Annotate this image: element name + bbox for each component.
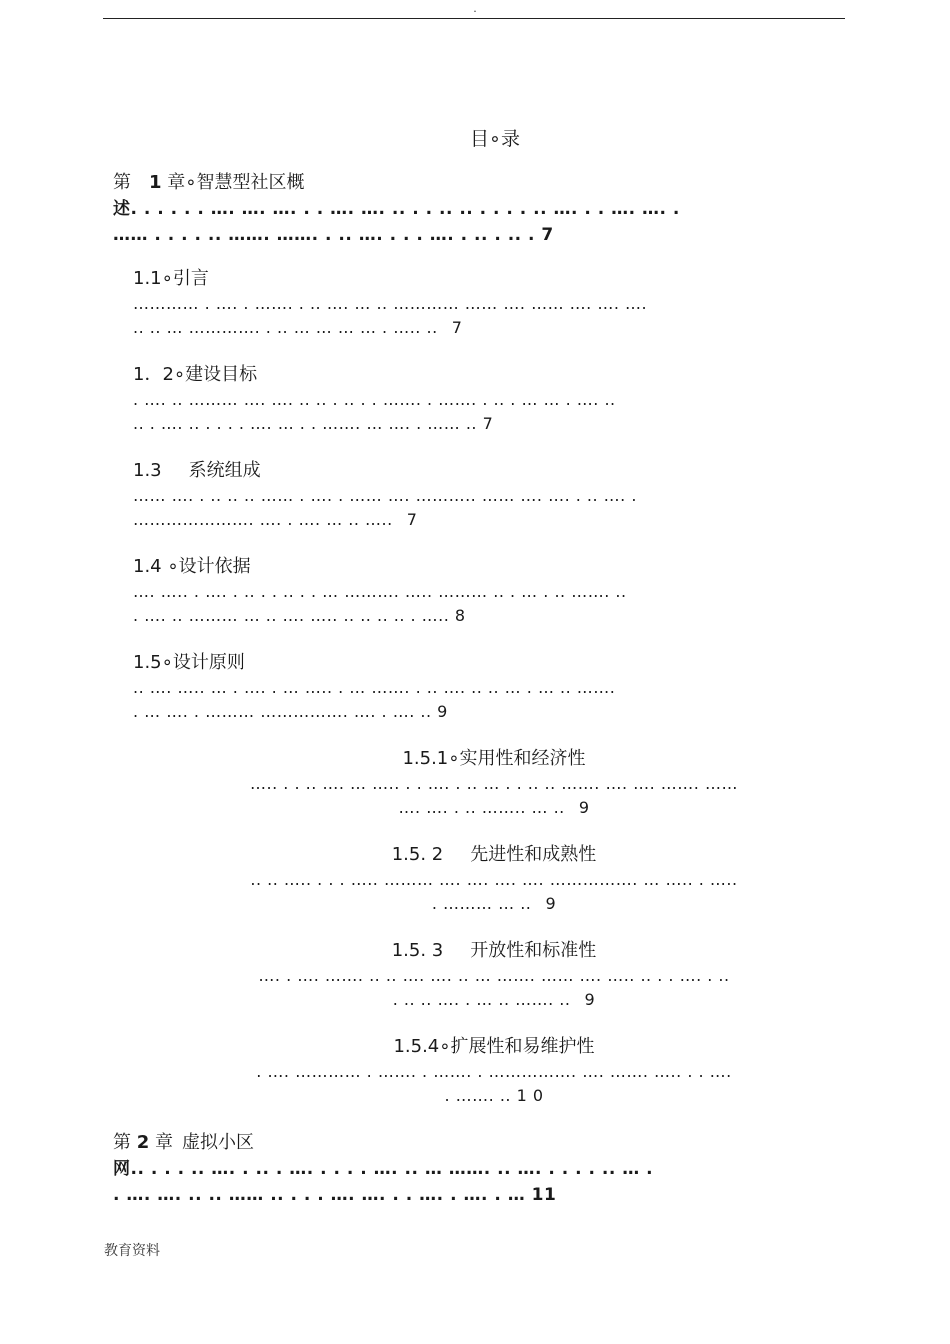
- section-1-5-1-leader-line-2: …. …. . .. …….. … .. 9: [398, 798, 590, 817]
- section-1-2-title: 1．2∘建设目标: [133, 364, 258, 385]
- chapter-1-title: 第 1 章∘智慧型社区概: [113, 172, 305, 193]
- section-1-1-leader-line-2: .. .. … …………. . .. … … … … . ….. .. 7: [133, 318, 463, 337]
- toc-entry-1-5-1[interactable]: [143, 746, 845, 820]
- section-1-1-title: 1.1∘引言: [133, 268, 209, 289]
- toc-entry-1-5-4[interactable]: [143, 1034, 845, 1108]
- chapter-1-leader-line-1: 述. . . . . . …. …. …. . . …. …. .. . . .. .. . . . . .. …. . . …. …. .: [113, 199, 680, 219]
- footer-text: 教育资料: [104, 1243, 160, 1259]
- chapter-2-leader-line-2: . …. …. .. .. …… .. . . . …. …. . . …. . …. . … 11: [113, 1185, 557, 1205]
- toc-entry-1-4[interactable]: [133, 554, 843, 628]
- section-1-2-leader-line-2: .. . …. .. . . . . …. … . . ……. … …. . …… .. 7: [133, 414, 494, 433]
- section-1-5-1-title: 1.5.1∘实用性和经济性: [402, 748, 586, 769]
- header-marker: .: [473, 2, 477, 15]
- section-1-4-leader-line-2: . …. .. ……… … .. …. ….. .. .. .. .. . ….. 8: [133, 606, 466, 625]
- toc-entry-chapter-1[interactable]: [113, 170, 843, 248]
- header-rule: [103, 18, 845, 19]
- section-1-2-leader-line-1: . …. .. ……… …. …. .. .. . .. . . ……. . ……. . .. . … … . …. ..: [133, 390, 616, 409]
- section-1-1-leader-line-1: ………… . …. . ……. . .. …. … .. ………… …… …. …… …. …. ….: [133, 294, 648, 313]
- section-1-3-title: 1.3 系统组成: [133, 460, 261, 481]
- section-1-5-4-leader-line-1: . …. ………… . ……. . ……. . ……………. …. ……. ….. . . ….: [256, 1062, 732, 1081]
- chapter-2-title: 第 2 章 虚拟小区: [113, 1132, 254, 1153]
- chapter-2-leader-line-1: 网.. . . . .. …. . .. . …. . . . . …. .. … ……. .. …. . . . . .. … .: [113, 1159, 654, 1179]
- section-1-5-2-leader-line-1: .. .. ….. . . . ….. ……… …. …. …. …. ……………. … ….. . …..: [250, 870, 738, 889]
- toc-entry-1-2[interactable]: [133, 362, 843, 436]
- section-1-5-1-leader-line-1: ….. . . .. …. … ….. . . …. . .. … . . .. .. ……. …. …. ……. ……: [250, 774, 738, 793]
- section-1-5-3-leader-line-1: …. . …. ……. .. .. …. …. .. … ……. …… …. ….. .. . . …. . ..: [258, 966, 730, 985]
- section-1-5-leader-line-1: .. …. ….. … . …. . … ….. . … ……. . .. …. .. .. … . … .. …….: [133, 678, 616, 697]
- section-1-5-2-title: 1.5. 2 先进性和成熟性: [391, 844, 597, 865]
- toc-entry-chapter-2[interactable]: [113, 1130, 843, 1208]
- toc-entry-1-5[interactable]: [133, 650, 843, 724]
- toc-entry-1-3[interactable]: [133, 458, 843, 532]
- section-1-5-4-title: 1.5.4∘扩展性和易维护性: [393, 1036, 595, 1057]
- toc-entry-1-5-2[interactable]: [143, 842, 845, 916]
- toc-entry-1-1[interactable]: [133, 266, 843, 340]
- section-1-4-leader-line-1: …. ….. . …. . .. . . .. . . … ………. ….. ……… .. . … . .. ……. ..: [133, 582, 627, 601]
- toc-entry-1-5-3[interactable]: [143, 938, 845, 1012]
- section-1-5-3-leader-line-2: . .. .. …. . … .. ……. .. 9: [392, 990, 596, 1009]
- section-1-3-leader-line-1: …… …. . .. .. .. …… . …. . …… …. ……….. …… …. …. . .. …. .: [133, 486, 637, 505]
- section-1-5-leader-line-2: . … …. . ……… ……………. …. . …. .. 9: [133, 702, 448, 721]
- section-1-5-4-leader-line-2: . ……. .. 1 0: [444, 1086, 544, 1105]
- section-1-3-leader-line-2: …………………. …. . …. … .. ….. 7: [133, 510, 418, 529]
- section-1-4-title: 1.4 ∘设计依据: [133, 556, 251, 577]
- section-1-5-title: 1.5∘设计原则: [133, 652, 245, 673]
- section-1-5-3-title: 1.5. 3 开放性和标准性: [391, 940, 597, 961]
- chapter-1-leader-line-2: …… . . . . .. ……. ……. . .. …. . . . …. . .. . .. . 7: [113, 225, 554, 245]
- toc-title: 目∘录: [470, 128, 520, 150]
- section-1-5-2-leader-line-2: . ……… … .. 9: [431, 894, 557, 913]
